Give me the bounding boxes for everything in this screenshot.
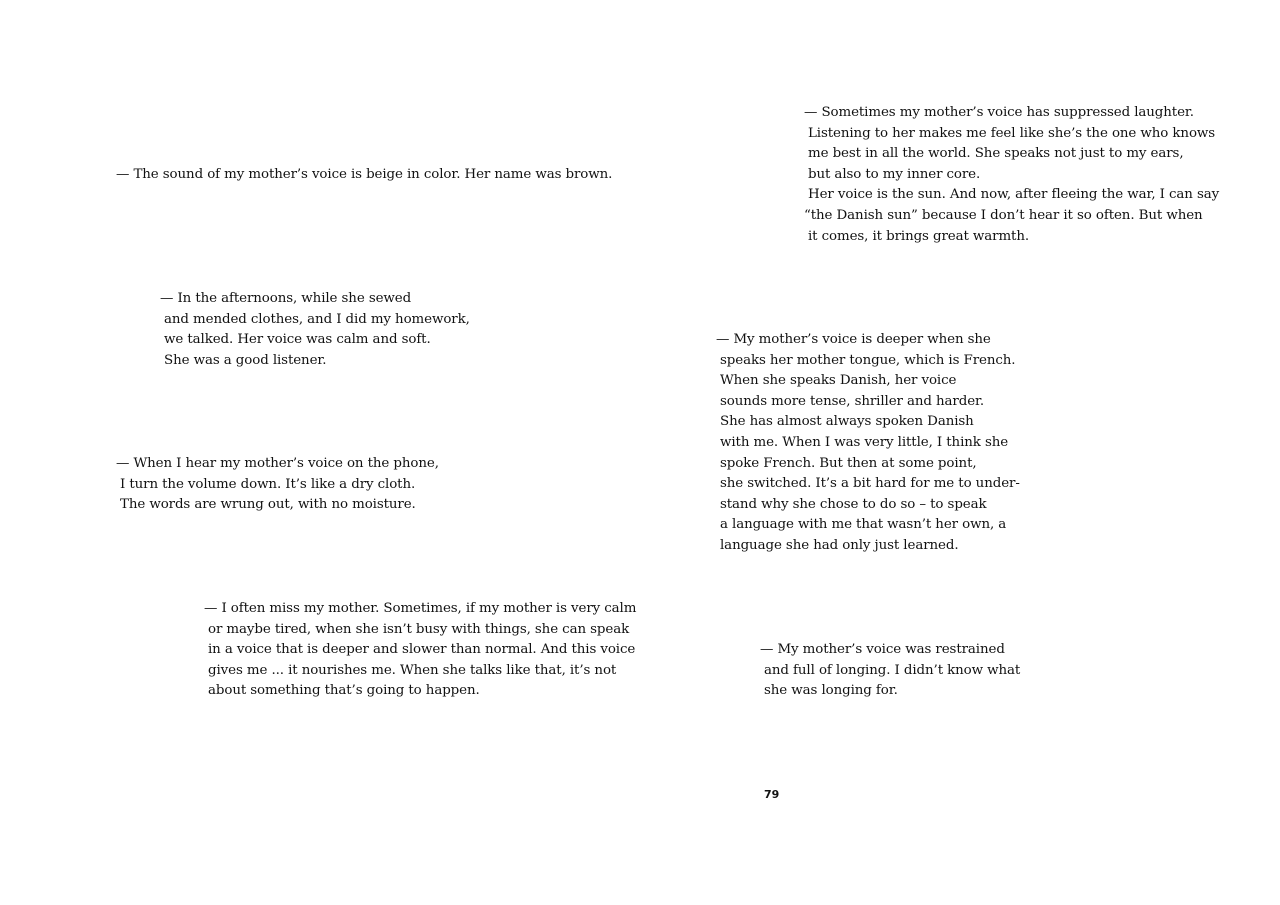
passage-line: She was a good listener. [164, 352, 327, 368]
passage-line: spoke French. But then at some point, [720, 455, 977, 471]
passage-line: Listening to her makes me feel like she’s the one who knows [808, 125, 1216, 141]
passage-afternoons [160, 289, 470, 371]
passage-beige-voice [116, 165, 612, 186]
passage-line: and full of longing. I didn’t know what [764, 662, 1021, 678]
passage-line: — When I hear my mother’s voice on the phone, [116, 456, 439, 471]
passage-line: in a voice that is deeper and slower than normal. And this voice [208, 642, 636, 658]
passage-line: Her voice is the sun. And now, after fleeing the war, I can say [808, 187, 1220, 203]
passage-line: she was longing for. [764, 683, 898, 699]
passage-miss-mother [204, 599, 636, 702]
passage-line: — In the afternoons, while she sewed [160, 291, 412, 306]
passage-line: language she had only just learned. [720, 537, 959, 553]
passage-line: but also to my inner core. [808, 166, 981, 182]
passage-line: about something that’s going to happen. [208, 683, 480, 699]
passage-line: — I often miss my mother. Sometimes, if my mother is very calm [204, 601, 637, 616]
passage-line: it comes, it brings great warmth. [808, 228, 1030, 244]
passage-line: — Sometimes my mother’s voice has suppressed laughter. [804, 105, 1194, 120]
passage-line: sounds more tense, shriller and harder. [720, 393, 985, 409]
passage-line: gives me ... it nourishes me. When she talks like that, it’s not [208, 662, 617, 678]
passage-line: — My mother’s voice is deeper when she [716, 332, 991, 347]
passage-line: She has almost always spoken Danish [720, 414, 974, 430]
passage-line: I turn the volume down. It’s like a dry cloth. [120, 476, 416, 492]
passage-line: stand why she chose to do so – to speak [720, 496, 987, 512]
passage-line: we talked. Her voice was calm and soft. [164, 332, 431, 348]
passage-suppressed-laughter [804, 103, 1219, 247]
passage-line: — The sound of my mother’s voice is beige in color. Her name was brown. [116, 167, 613, 182]
passage-restrained-voice [760, 640, 1020, 702]
passage-line: “the Danish sun” because I don’t hear it so often. But when [804, 207, 1203, 223]
passage-line: When she speaks Danish, her voice [720, 373, 957, 389]
passage-line: me best in all the world. She speaks not just to my ears, [808, 146, 1184, 162]
passage-line: or maybe tired, when she isn’t busy with things, she can speak [208, 621, 630, 637]
passage-phone-voice [116, 454, 439, 516]
page-number: 79 [764, 788, 780, 801]
passage-line: speaks her mother tongue, which is French. [720, 352, 1016, 368]
passage-line: The words are wrung out, with no moisture. [120, 497, 416, 513]
passage-line: she switched. It’s a bit hard for me to under- [720, 476, 1020, 492]
passage-line: a language with me that wasn’t her own, a [720, 517, 1007, 533]
passage-line: with me. When I was very little, I think she [720, 434, 1009, 450]
passage-mother-tongue [716, 330, 1020, 557]
passage-line: — My mother’s voice was restrained [760, 642, 1005, 657]
passage-line: and mended clothes, and I did my homework, [164, 311, 470, 327]
